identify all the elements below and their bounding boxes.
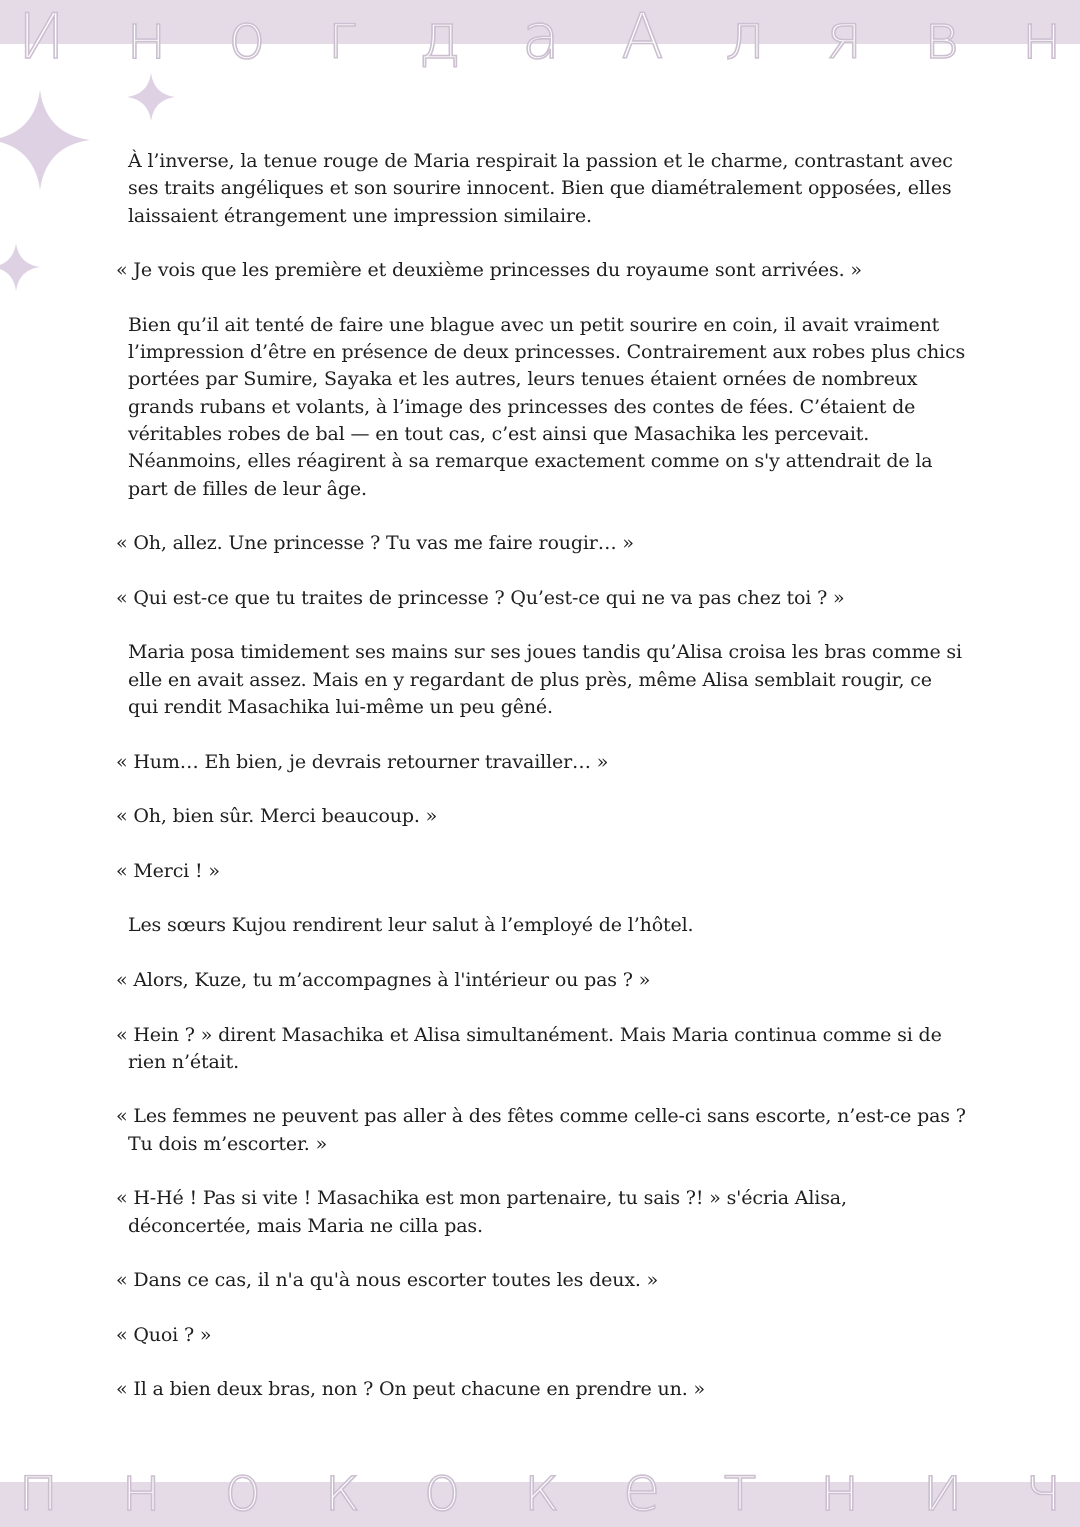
sparkle-medium-icon <box>0 243 40 291</box>
narration-paragraph: Bien qu’il ait tenté de faire une blague avec un petit sourire en coin, il avait vraiment l’impression d’être en présence de deux princesses. Contrairement aux robes plus chics portées par Sumire, Sayaka et les autres, leurs tenues étaient ornées de nombreux grands rubans et volants, à l’image des princesses des contes de fées. C’étaient de véritables robes de bal — en tout cas, c’est ainsi que Masachika les percevait. Néanmoins, elles réagirent à sa remarque exactement comme on s'y attendrait de la part de filles de leur âge. <box>128 313 966 500</box>
footer-decorative-text <box>0 1452 1080 1525</box>
dialogue-paragraph: « Hum… Eh bien, je devrais retourner travailler… » <box>116 750 609 773</box>
footer-letter: о <box>423 1452 462 1525</box>
sparkle-large-icon <box>0 90 90 190</box>
dialogue-paragraph: « Dans ce cas, il n'a qu'à nous escorter toutes les deux. » <box>116 1269 659 1292</box>
footer-letter: и <box>922 1452 963 1525</box>
dialogue-paragraph: « Merci ! » <box>116 859 220 882</box>
dialogue-paragraph: « Les femmes ne peuvent pas aller à des fêtes comme celle-ci sans escorte, n’est-ce pas ? Tu dois m’escorter. » <box>116 1105 966 1155</box>
dialogue-paragraph: « H-Hé ! Pas si vite ! Masachika est mon partenaire, tu sais ?! » s'écria Alisa, déconcertée, mais Maria ne cilla pas. <box>116 1187 847 1237</box>
narration-paragraph: Les sœurs Kujou rendirent leur salut à l’employé de l’hôtel. <box>128 914 694 937</box>
dialogue-paragraph: « Alors, Kuze, tu m’accompagnes à l'intérieur ou pas ? » <box>116 968 651 991</box>
header-letter: А <box>621 0 664 73</box>
header-letter: г <box>327 0 358 73</box>
footer-letter: к <box>323 1452 361 1525</box>
dialogue-paragraph: « Oh, bien sûr. Merci beaucoup. » <box>116 805 438 828</box>
footer-letter: ч <box>1025 1452 1062 1525</box>
header-letter: в <box>923 0 961 73</box>
header-letter: н <box>126 0 167 73</box>
header-letter: а <box>522 0 561 73</box>
dialogue-paragraph: « Je vois que les première et deuxième princesses du royaume sont arrivées. » <box>116 259 862 282</box>
dialogue-paragraph: « Oh, allez. Une princesse ? Tu vas me faire rougir… » <box>116 532 634 555</box>
narration-paragraph: À l’inverse, la tenue rouge de Maria respirait la passion et le charme, contrastant avec ses traits angéliques et son sourire innocent. Bien que diamétralement opposées, elles laissaient étrangement une impression similaire. <box>128 150 953 227</box>
footer-letter: о <box>223 1452 262 1525</box>
footer-letter: т <box>722 1452 757 1525</box>
dialogue-paragraph: « Il a bien deux bras, non ? On peut chacune en prendre un. » <box>116 1378 705 1401</box>
dialogue-paragraph: « Hein ? » dirent Masachika et Alisa simultanément. Mais Maria continua comme si de rien n’était. <box>116 1023 942 1073</box>
header-letter: о <box>227 0 266 73</box>
header-letter: л <box>724 0 765 73</box>
header-decorative-text <box>0 0 1080 73</box>
footer-letter: н <box>819 1452 860 1525</box>
header-letter: н <box>1021 0 1062 73</box>
sparkle-small-icon <box>127 73 175 121</box>
dialogue-paragraph: « Quoi ? » <box>116 1323 212 1346</box>
footer-letter: е <box>622 1452 661 1525</box>
footer-letter: п <box>18 1452 59 1525</box>
header-letter: д <box>418 0 461 73</box>
dialogue-paragraph: « Qui est-ce que tu traites de princesse ? Qu’est-ce qui ne va pas chez toi ? » <box>116 586 845 609</box>
page-body <box>116 148 966 1431</box>
narration-paragraph: Maria posa timidement ses mains sur ses joues tandis qu’Alisa croisa les bras comme si elle en avait assez. Mais en y regardant de plus près, même Alisa semblait rougir, ce qui rendit Masachika lui-même un peu gêné. <box>128 641 962 718</box>
footer-letter: к <box>523 1452 561 1525</box>
footer-letter: н <box>120 1452 162 1525</box>
header-letter: И <box>18 0 65 73</box>
header-letter: я <box>825 0 863 73</box>
